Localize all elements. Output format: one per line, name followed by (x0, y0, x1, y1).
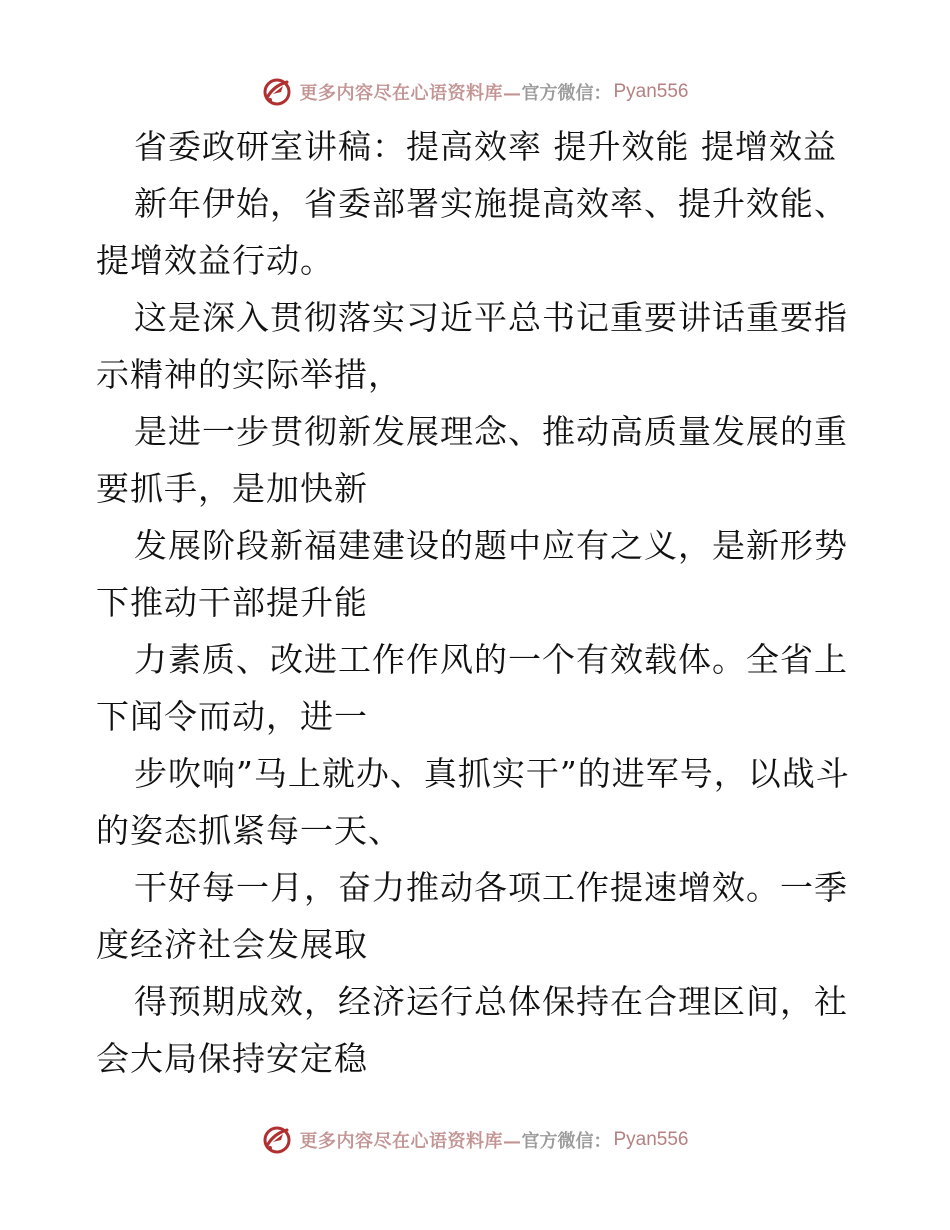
document-body (96, 118, 866, 1087)
banner-wechat-label: 官方微信： (521, 1131, 612, 1152)
paragraph: 是进一步贯彻新发展理念、推动高质量发展的重要抓手，是加快新 (96, 412, 848, 508)
banner-wechat-id: Pyan556 (613, 81, 689, 102)
paragraph: 新年伊始，省委部署实施提高效率、提升效能、提增效益行动。 (96, 184, 848, 280)
document-title: 省委政研室讲稿：提高效率 提升效能 提增效益 (134, 127, 837, 166)
pen-logo-icon (261, 76, 293, 108)
banner-wechat-id: Pyan556 (613, 1129, 689, 1150)
paragraph: 干好每一月，奋力推动各项工作提速增效。一季度经济社会发展取 (96, 868, 848, 964)
banner-text: 更多内容尽在心语资料库— (299, 83, 522, 104)
paragraph: 步吹响”马上就办、真抓实干”的进军号，以战斗的姿态抓紧每一天、 (96, 754, 850, 850)
paragraph: 这是深入贯彻落实习近平总书记重要讲话重要指示精神的实际举措， (96, 298, 848, 394)
footer-banner (0, 1120, 950, 1160)
paragraph: 得预期成效，经济运行总体保持在合理区间，社会大局保持安定稳 (96, 982, 848, 1078)
paragraph: 力素质、改进工作作风的一个有效载体。全省上下闻令而动，进一 (96, 640, 848, 736)
banner-wechat-label: 官方微信： (521, 83, 612, 104)
paragraph: 发展阶段新福建建设的题中应有之义，是新形势下推动干部提升能 (96, 526, 848, 622)
banner-text: 更多内容尽在心语资料库— (299, 1131, 522, 1152)
pen-logo-icon (261, 1124, 293, 1156)
header-banner (0, 72, 950, 112)
